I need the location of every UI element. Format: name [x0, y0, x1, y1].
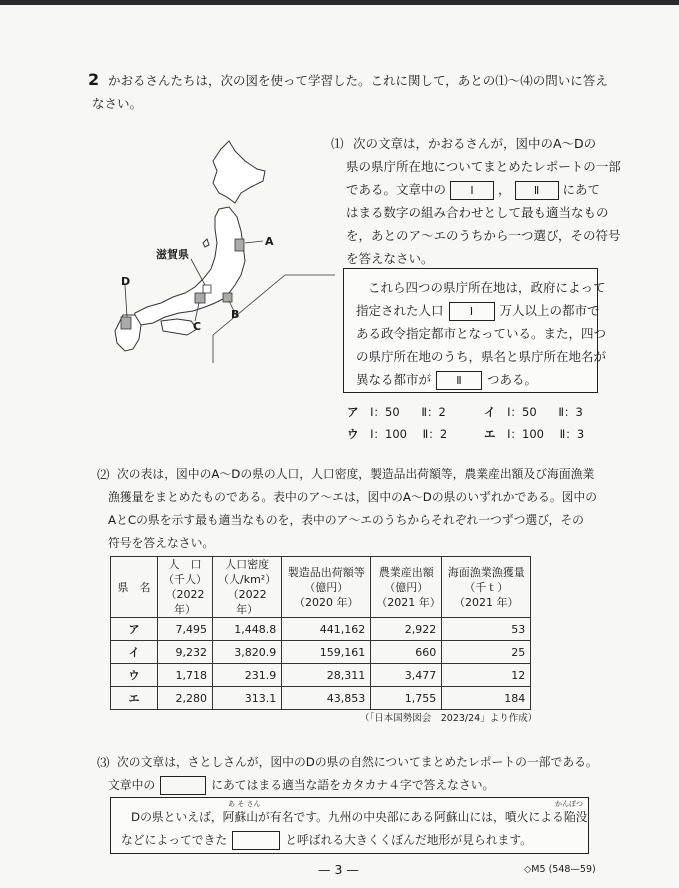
part1-line2: 県の県庁所在地についてまとめたレポートの一部	[346, 159, 621, 174]
part1-passage-line3: ある政令指定都市となっている。また，四つ	[356, 326, 607, 341]
part2-line2: 漁獲量をまとめたものである。表中のア～エは，図中のA～Dの県のいずれかである。図中の	[108, 490, 598, 504]
row-e-agriculture: 1,755	[371, 687, 442, 710]
row-u-agriculture: 3,477	[371, 664, 442, 687]
map-label-d: D	[121, 275, 131, 288]
part1-passage-line1: これら四つの県庁所在地は，政府によって	[368, 280, 606, 295]
row-e-population: 2,280	[158, 687, 213, 710]
part3-line2-b: にあてはまる適当な語をカタカナ４字で答えなさい。	[211, 778, 495, 792]
header-population-l1: 人 口	[168, 558, 202, 571]
part1-line4: はまる数字の組み合わせとして最も適当なもの	[346, 205, 609, 220]
part1-passage-line4: の県庁所在地のうち，県名と県庁所在地名が	[356, 349, 607, 364]
header-fishery-l1: 海面漁業漁獲量	[447, 565, 525, 579]
table-row	[111, 687, 531, 710]
header-population-l2: （千人）	[163, 573, 207, 586]
choice-e-ii: Ⅱ：3	[559, 427, 585, 441]
part1-passage-line5-a: 異なる都市が	[356, 372, 432, 387]
part3-line2	[108, 776, 494, 795]
part3-line1: 次の文章は，さとしさんが，図中のDの県の自然についてまとめたレポートの一部である。	[117, 755, 598, 769]
row-u-density: 231.9	[213, 664, 282, 687]
part3-passage-line2-b: と呼ばれる大きくくぼんだ地形が見られます。	[285, 833, 532, 847]
top-edge-bar	[0, 0, 679, 5]
part3-passage-line2	[121, 831, 532, 850]
header-pref-label: 県 名	[117, 580, 151, 594]
part1-line3-b: にあて	[562, 182, 601, 197]
row-e-density: 313.1	[213, 687, 282, 710]
map-label-b: B	[231, 308, 240, 321]
part1-line3-a: である。文章中の	[346, 182, 447, 197]
question-intro-line2: なさい。	[92, 96, 143, 111]
table-source: （「日本国勢図会 2023/24」より作成）	[360, 713, 538, 724]
part2-line4: 符号を答えなさい。	[108, 536, 215, 550]
header-agriculture-l3: （2021 年）	[376, 595, 441, 609]
passage-blank-box-ii: Ⅱ	[436, 371, 482, 390]
leader-a	[245, 241, 263, 243]
header-density	[213, 557, 282, 618]
part1-passage-line2-a: 指定された人口	[356, 303, 444, 318]
header-manufacturing-l1: 製造品出荷額等	[287, 565, 365, 579]
shiga-mark	[203, 285, 211, 293]
choice-u[interactable]	[347, 426, 447, 442]
part2-line1: 次の表は，図中のA～Dの県の人口，人口密度，製造品出荷額等，農業産出額及び海面漁業	[117, 467, 595, 481]
pref-d-mark	[121, 317, 131, 329]
table-row	[111, 618, 531, 641]
question-intro-line1: かおるさんたちは，次の図を使って学習した。これに関して，あとの⑴～⑷の問いに答え	[108, 73, 608, 88]
header-manufacturing	[282, 557, 371, 618]
hokkaido-shape	[213, 141, 265, 203]
part1-passage-line5-b: つある。	[487, 372, 538, 387]
header-manufacturing-l2: （億円）	[304, 580, 349, 594]
header-agriculture	[371, 557, 442, 618]
pref-a-mark	[235, 239, 244, 251]
row-a-population: 7,495	[158, 618, 213, 641]
part1-line3	[346, 180, 600, 200]
answer-blank-box	[160, 776, 206, 795]
header-fishery-l2: （千ｔ）	[464, 580, 509, 594]
part3-passage-line2-a: などによってできた	[121, 833, 228, 847]
header-density-l1: 人口密度	[225, 558, 270, 571]
header-density-l3: （2022 年）	[227, 588, 267, 616]
sado-shape	[203, 239, 209, 247]
choice-e-i: Ⅰ：100	[507, 427, 544, 441]
choice-a-ii: Ⅱ：2	[421, 405, 446, 419]
part1-line5: を，あとのア～エのうちから一つ選び，その符号	[346, 228, 621, 243]
row-u-manufacturing: 28,311	[282, 664, 371, 687]
passage-blank-box-i: Ⅰ	[449, 302, 495, 321]
header-agriculture-l1: 農業産出額	[378, 565, 434, 579]
statistics-table	[110, 556, 531, 710]
choice-i-ii: Ⅱ：3	[558, 405, 583, 419]
row-i-label: イ	[111, 641, 158, 664]
part1-passage-line2-b: 万人以上の都市で	[499, 303, 600, 318]
header-manufacturing-l3: （2020 年）	[293, 595, 359, 609]
part1-passage-line5	[356, 370, 537, 390]
choice-a[interactable]	[347, 404, 446, 420]
row-u-fishery: 12	[442, 664, 531, 687]
row-u-label: ウ	[111, 664, 158, 687]
header-agriculture-l2: （億円）	[384, 580, 429, 594]
question-number: 2	[88, 70, 100, 89]
ruby-aso: あ そ さん	[228, 800, 261, 808]
header-population-l3: （2022 年）	[165, 588, 205, 616]
header-pref	[111, 557, 158, 618]
row-e-manufacturing: 43,853	[282, 687, 371, 710]
part3-number: ⑶	[97, 755, 110, 770]
map-label-a: A	[265, 235, 274, 248]
part1-line1: 次の文章は，かおるさんが，図中のA～Dの	[353, 136, 597, 151]
row-u-population: 1,718	[158, 664, 213, 687]
choice-u-ii: Ⅱ：2	[422, 427, 448, 441]
part2-line3: AとCの県を示す最も適当なものを，表中のア～エのうちからそれぞれ一つずつ選び，その	[108, 513, 584, 527]
honshu-shape	[133, 207, 245, 325]
table-row	[111, 641, 531, 664]
choice-e[interactable]	[484, 426, 584, 442]
pref-c-mark	[195, 293, 205, 303]
pref-b-mark	[223, 293, 232, 302]
header-population	[158, 557, 213, 618]
row-e-label: エ	[111, 687, 158, 710]
table-row	[111, 664, 531, 687]
leader-shiga	[191, 259, 205, 285]
header-fishery-l3: （2021 年）	[453, 595, 519, 609]
map-label-shiga: 滋賀県	[156, 248, 189, 261]
choice-e-mark: エ	[484, 427, 496, 441]
exam-code: ◇M5 (548—59)	[524, 864, 596, 875]
part1-passage-line2	[356, 301, 600, 321]
row-a-agriculture: 2,922	[371, 618, 442, 641]
blank-box-i: Ⅰ	[450, 181, 494, 200]
choice-u-mark: ウ	[347, 427, 359, 441]
choice-a-mark: ア	[347, 405, 359, 419]
map-label-c: C	[193, 320, 202, 333]
passage-answer-blank-box	[232, 831, 280, 850]
row-a-label: ア	[111, 618, 158, 641]
part3-line2-a: 文章中の	[108, 778, 156, 792]
row-a-fishery: 53	[442, 618, 531, 641]
row-i-manufacturing: 159,161	[282, 641, 371, 664]
part3-passage-line1: Dの県といえば，阿蘇山が有名です。九州の中央部にある阿蘇山には，噴火による陥没	[131, 810, 588, 824]
japan-map	[95, 135, 335, 375]
row-a-density: 1,448.8	[213, 618, 282, 641]
header-density-l2: （人/km²）	[218, 573, 277, 586]
table-header-row	[111, 557, 531, 618]
choice-i-i: Ⅰ：50	[507, 405, 537, 419]
part1-comma: ，	[498, 182, 511, 197]
page-number: — 3 —	[318, 862, 359, 877]
blank-box-ii: Ⅱ	[515, 181, 559, 200]
row-i-agriculture: 660	[371, 641, 442, 664]
choice-u-i: Ⅰ：100	[370, 427, 407, 441]
part2-number: ⑵	[97, 467, 110, 482]
row-a-manufacturing: 441,162	[282, 618, 371, 641]
choice-i-mark: イ	[484, 405, 496, 419]
row-e-fishery: 184	[442, 687, 531, 710]
choice-a-i: Ⅰ：50	[370, 405, 400, 419]
ruby-kanbotsu: かんぼつ	[555, 800, 583, 808]
header-fishery	[442, 557, 531, 618]
row-i-density: 3,820.9	[213, 641, 282, 664]
part1-number: ⑴	[331, 136, 344, 151]
row-i-population: 9,232	[158, 641, 213, 664]
part1-line6: を答えなさい。	[346, 251, 434, 266]
leader-d	[125, 285, 127, 317]
choice-i[interactable]	[484, 404, 583, 420]
row-i-fishery: 25	[442, 641, 531, 664]
shikoku-shape	[161, 319, 197, 335]
